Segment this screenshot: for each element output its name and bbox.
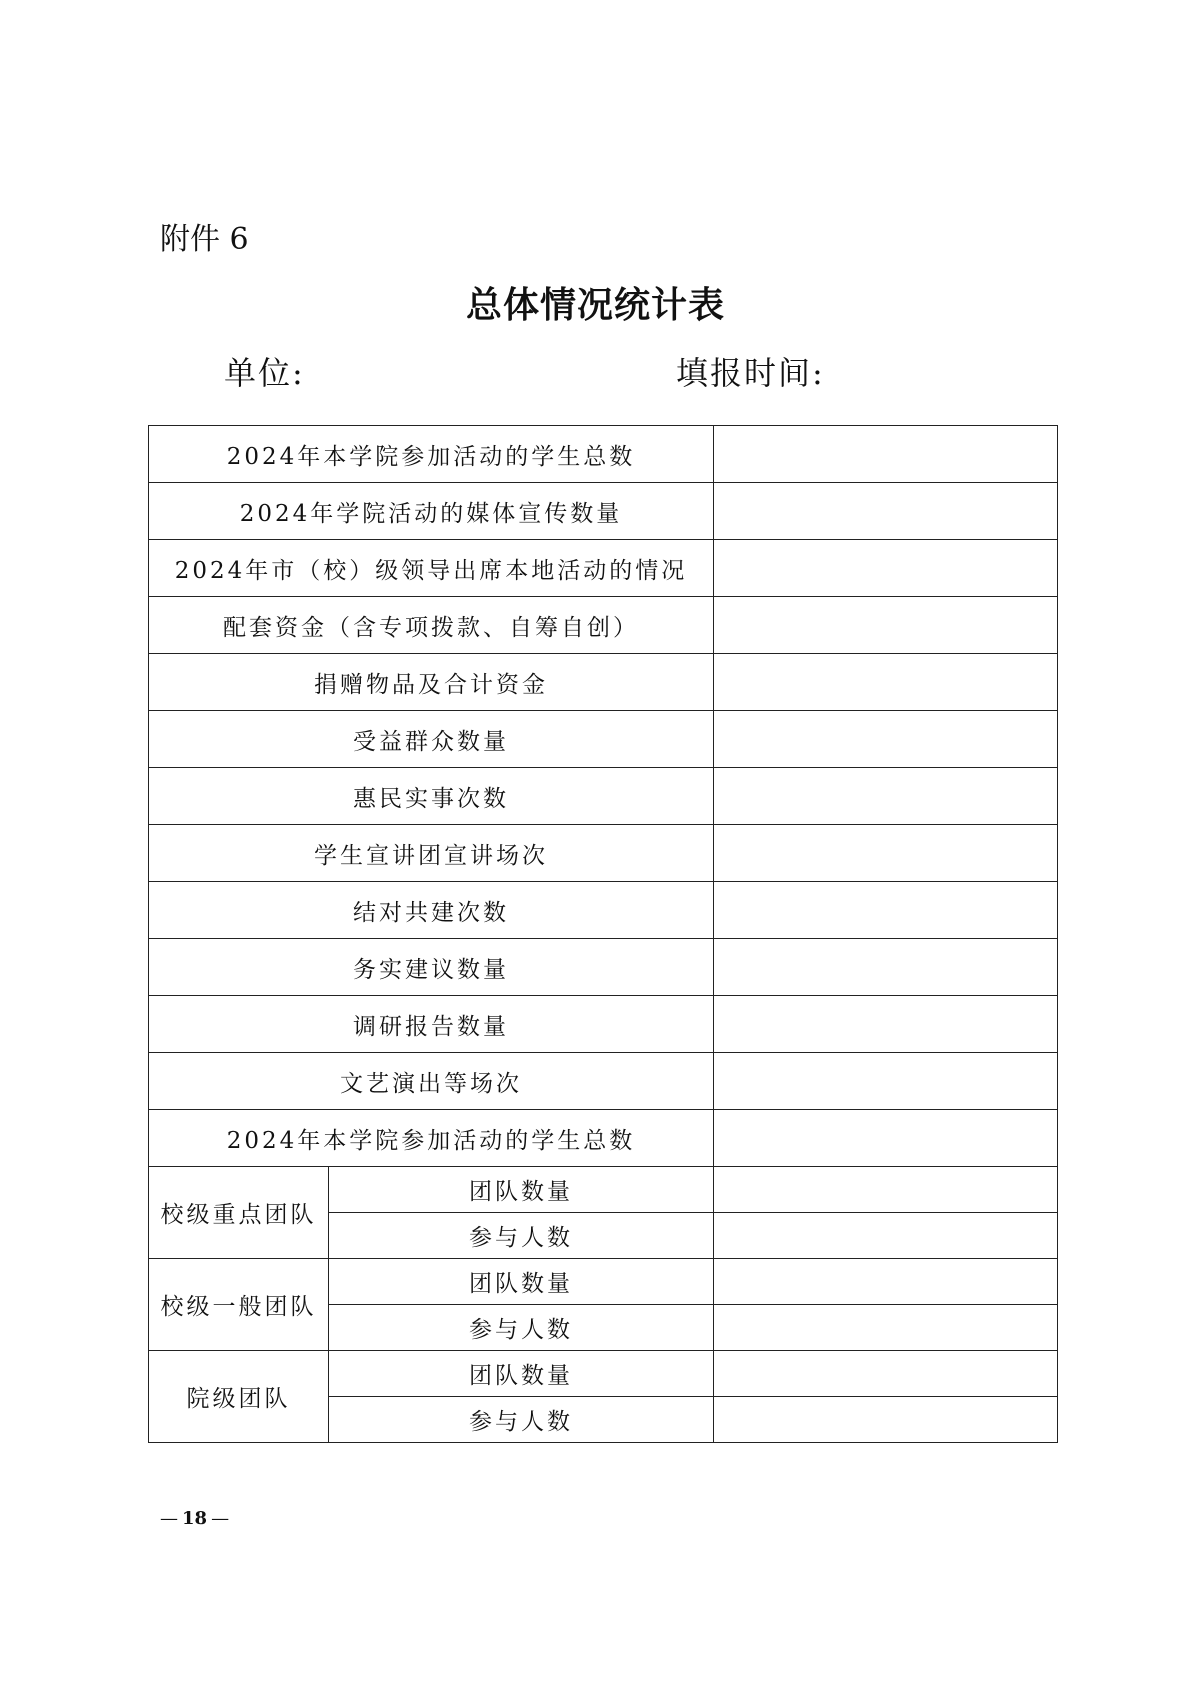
row-label: 2024年学院活动的媒体宣传数量 (149, 483, 714, 540)
page-footer (160, 1508, 229, 1530)
row-value-cell[interactable] (714, 1351, 1058, 1397)
group-label: 院级团队 (149, 1351, 329, 1443)
table-row (149, 711, 1058, 768)
row-value-cell[interactable] (714, 939, 1058, 996)
row-value-cell[interactable] (714, 711, 1058, 768)
table-row (149, 483, 1058, 540)
row-label: 调研报告数量 (149, 996, 714, 1053)
table-row (149, 768, 1058, 825)
table-row (149, 597, 1058, 654)
table-row (149, 1351, 1058, 1397)
row-label: 2024年本学院参加活动的学生总数 (149, 1110, 714, 1167)
sub-row-label: 团队数量 (329, 1167, 714, 1213)
row-value-cell[interactable] (714, 1397, 1058, 1443)
row-value-cell[interactable] (714, 768, 1058, 825)
footer-dash-left: — (160, 1508, 178, 1529)
row-label: 捐赠物品及合计资金 (149, 654, 714, 711)
table-row (149, 1053, 1058, 1110)
sub-row-label: 参与人数 (329, 1213, 714, 1259)
row-value-cell[interactable] (714, 825, 1058, 882)
statistics-table (148, 425, 1058, 1443)
sub-row-label: 参与人数 (329, 1397, 714, 1443)
row-value-cell[interactable] (714, 1305, 1058, 1351)
table-row (149, 882, 1058, 939)
report-time-label: 填报时间: (676, 354, 825, 392)
row-label: 受益群众数量 (149, 711, 714, 768)
row-label: 文艺演出等场次 (149, 1053, 714, 1110)
table-row (149, 540, 1058, 597)
row-value-cell[interactable] (714, 597, 1058, 654)
table-row (149, 1259, 1058, 1305)
row-value-cell[interactable] (714, 1259, 1058, 1305)
row-value-cell[interactable] (714, 483, 1058, 540)
footer-dash-right: — (211, 1508, 230, 1529)
group-label: 校级一般团队 (149, 1259, 329, 1351)
row-label: 学生宣讲团宣讲场次 (149, 825, 714, 882)
page-number: 18 (182, 1508, 208, 1529)
row-value-cell[interactable] (714, 654, 1058, 711)
row-value-cell[interactable] (714, 1110, 1058, 1167)
table-row (149, 426, 1058, 483)
sub-row-label: 团队数量 (329, 1351, 714, 1397)
table-row (149, 654, 1058, 711)
row-value-cell[interactable] (714, 1213, 1058, 1259)
sub-row-label: 团队数量 (329, 1259, 714, 1305)
row-value-cell[interactable] (714, 882, 1058, 939)
row-value-cell[interactable] (714, 1053, 1058, 1110)
row-label: 惠民实事次数 (149, 768, 714, 825)
table-row (149, 1110, 1058, 1167)
row-value-cell[interactable] (714, 426, 1058, 483)
page-title: 总体情况统计表 (465, 284, 725, 326)
row-value-cell[interactable] (714, 1167, 1058, 1213)
row-label: 结对共建次数 (149, 882, 714, 939)
sub-row-label: 参与人数 (329, 1305, 714, 1351)
unit-label: 单位: (224, 354, 305, 392)
row-value-cell[interactable] (714, 540, 1058, 597)
row-label: 配套资金（含专项拨款、自筹自创） (149, 597, 714, 654)
row-label: 务实建议数量 (149, 939, 714, 996)
row-label: 2024年本学院参加活动的学生总数 (149, 426, 714, 483)
table-row (149, 939, 1058, 996)
row-label: 2024年市（校）级领导出席本地活动的情况 (149, 540, 714, 597)
table-row (149, 1167, 1058, 1213)
table-row (149, 996, 1058, 1053)
attachment-label: 附件 6 (160, 222, 249, 257)
group-label: 校级重点团队 (149, 1167, 329, 1259)
table-row (149, 825, 1058, 882)
row-value-cell[interactable] (714, 996, 1058, 1053)
